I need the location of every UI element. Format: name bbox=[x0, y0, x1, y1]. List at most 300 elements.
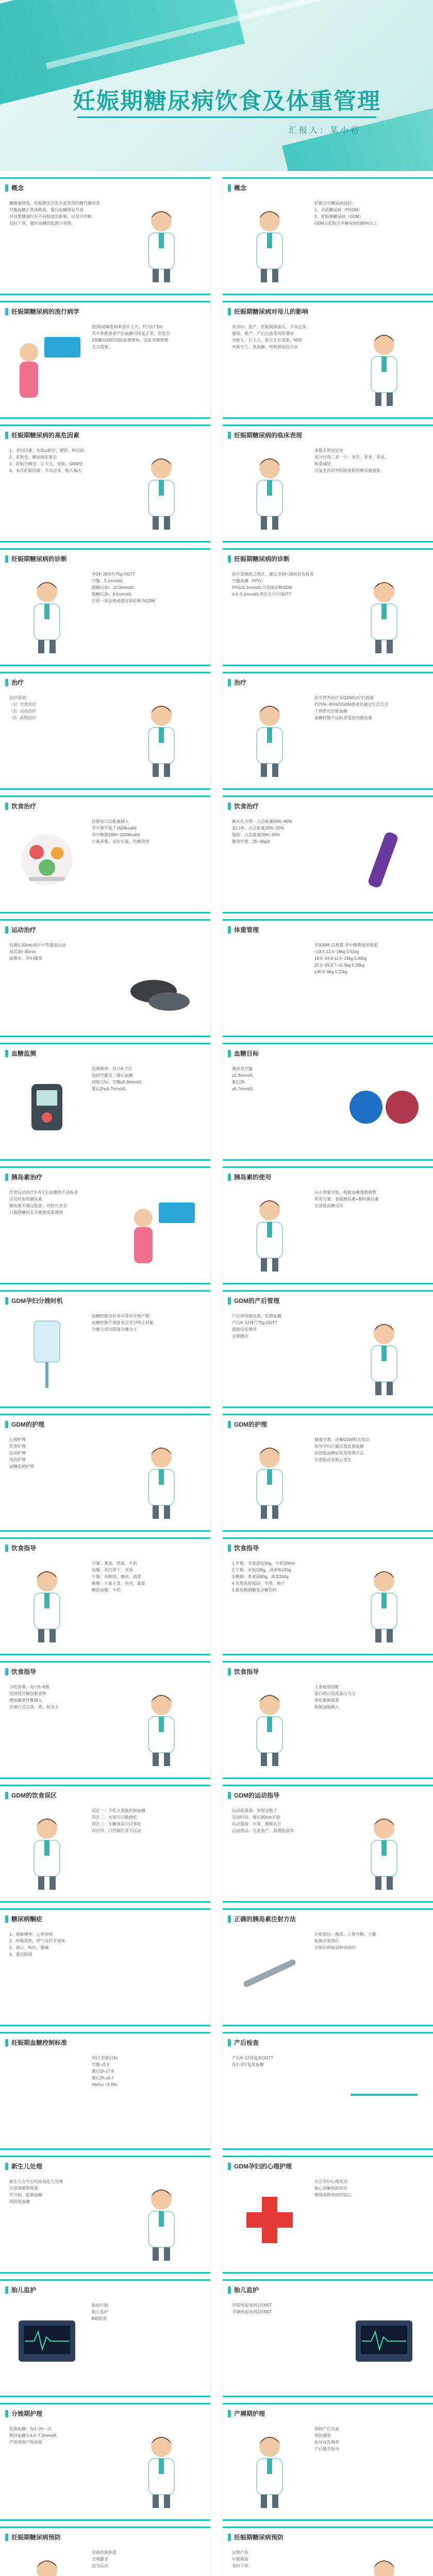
fetal-monitor-icon bbox=[8, 2300, 86, 2387]
slide-text-line: 早开奶，监测血糖 bbox=[9, 2193, 42, 2197]
slide-text-line: 餐后1h ≤7.8 bbox=[92, 2069, 114, 2074]
slide-text-line: 误区三：无糖食品可以多吃 bbox=[92, 1822, 141, 1826]
slide-top-rule bbox=[223, 1290, 433, 1292]
slide-text-line: 部分出现三多一少：多饮、多食、多尿、 bbox=[314, 455, 389, 460]
slide-title: 血糖目标 bbox=[234, 1050, 259, 1057]
slide-top-rule bbox=[0, 1908, 210, 1910]
slide-header bbox=[228, 1544, 428, 1554]
slide-card bbox=[0, 1661, 210, 1779]
slide-text-line: 早期筛查 bbox=[232, 2557, 248, 2562]
slide-top-rule bbox=[223, 177, 433, 179]
slide-title-marker bbox=[5, 2286, 8, 2294]
slide-title-marker bbox=[5, 1050, 8, 1057]
slide-text-line: 监测血糖：每1~2h一次 bbox=[9, 2427, 52, 2431]
slide-text-line: 监测频率：每日4~7次 bbox=[92, 1066, 132, 1071]
slide-title: 糖尿病酮症 bbox=[11, 1916, 43, 1923]
slide-text-line: 医学营养治疗是GDM治疗的基础 bbox=[314, 696, 374, 700]
slide-card bbox=[223, 2156, 433, 2274]
slide-text-line: 及时干预 bbox=[232, 2564, 248, 2568]
slide-top-rule bbox=[0, 2403, 210, 2404]
slide-title: GDM的护理 bbox=[11, 1421, 44, 1428]
slide-text-line: 预防产后出血 bbox=[314, 2427, 339, 2431]
slide-body-text bbox=[314, 1189, 423, 1209]
slide-text-line: 产后避孕指导 bbox=[314, 2447, 339, 2451]
medical-staff-illustration-icon bbox=[231, 198, 308, 285]
slide-card bbox=[223, 425, 433, 543]
slide-title: 妊娠期血糖控制标准 bbox=[11, 2039, 68, 2046]
slide-body-text bbox=[314, 200, 423, 227]
slide-body-text bbox=[314, 1436, 423, 1463]
slide-text-line: 从小剂量开始，根据血糖逐渐调整 bbox=[314, 1190, 376, 1195]
slide-text-line: 蛋白质：占总能量15%~20% bbox=[232, 826, 284, 831]
slide-text-line: 脂肪：占总能量25%~30% bbox=[232, 833, 280, 837]
slide-header bbox=[228, 2162, 428, 2172]
slide-title: GDM的运动指导 bbox=[234, 1792, 279, 1799]
slide-top-rule bbox=[223, 1166, 433, 1168]
slide-header bbox=[5, 1914, 205, 1925]
slide-card bbox=[0, 795, 210, 913]
slide-title: 饮食指导 bbox=[11, 1668, 37, 1675]
slide-text-line: 1、孕妇因素：年龄≥35岁、肥胖、PCOS bbox=[9, 448, 84, 453]
slide-text-line: GDM占妊娠合并糖尿病的80%以上 bbox=[314, 221, 378, 226]
slide-text-line: 4.4~5.1mmol/L者应尽早行OGTT bbox=[232, 592, 292, 597]
slide-title: 运动治疗 bbox=[11, 926, 37, 934]
slide-text-line: ≤6.7mmol/L bbox=[232, 1087, 254, 1091]
slide-card bbox=[0, 2156, 210, 2274]
medical-staff-illustration-icon bbox=[123, 1682, 200, 1769]
slide-top-rule bbox=[0, 1414, 210, 1415]
slide-bottom-rule bbox=[223, 1036, 433, 1037]
slide-text-line: 餐前及空腹 bbox=[232, 1066, 253, 1071]
slide-top-rule bbox=[0, 1290, 210, 1292]
medical-staff-illustration-icon bbox=[345, 1805, 423, 1893]
slide-bottom-rule bbox=[223, 417, 433, 419]
slide-title-marker bbox=[5, 1421, 8, 1428]
slide-title-marker bbox=[5, 2410, 8, 2417]
slide-top-rule bbox=[223, 1785, 433, 1786]
slide-header bbox=[228, 678, 428, 688]
slide-header bbox=[228, 925, 428, 936]
slide-title: 妊娠期糖尿病预防 bbox=[11, 2534, 61, 2541]
slide-text-line: 服糖后2h：8.5mmol/L bbox=[92, 592, 132, 597]
slide-body-text bbox=[232, 818, 340, 845]
slide-header bbox=[5, 307, 205, 317]
slide-text-line: 主食粗细搭配 bbox=[314, 1685, 339, 1689]
slide-header bbox=[228, 307, 428, 317]
slide-text-line: 孕早期不低于1600kcal/d bbox=[92, 826, 137, 831]
slide-text-line: B超检查 bbox=[92, 2316, 107, 2321]
slide-bottom-rule bbox=[223, 294, 433, 295]
slide-bottom-rule bbox=[223, 2148, 433, 2150]
slide-title: 胎儿监护 bbox=[234, 2286, 259, 2294]
slide-text-line: 误区二：水果可以随便吃 bbox=[92, 1815, 137, 1820]
medical-staff-illustration-icon bbox=[8, 1558, 86, 1646]
slide-title-marker bbox=[228, 1916, 231, 1923]
medical-staff-illustration-icon bbox=[231, 1682, 308, 1769]
slide-title: GDM的产后管理 bbox=[234, 1297, 279, 1304]
slide-text-line: 轮换注射部位 bbox=[314, 1939, 339, 1943]
slide-top-rule bbox=[0, 425, 210, 426]
slide-title: 妊娠期糖尿病对母儿的影响 bbox=[234, 308, 309, 315]
slide-bottom-rule bbox=[223, 665, 433, 666]
medical-staff-illustration-icon bbox=[231, 445, 308, 533]
slide-bottom-rule bbox=[223, 2272, 433, 2274]
slide-illustration-empty bbox=[123, 1929, 200, 2016]
slide-text-line: 运动强度：中等，微微出汗 bbox=[232, 1822, 281, 1826]
slide-text-line: 3、恶心、呕吐、腹痛 bbox=[9, 1945, 49, 1950]
slide-top-rule bbox=[0, 672, 210, 673]
medical-staff-illustration-icon bbox=[8, 1805, 86, 1893]
slide-bottom-rule bbox=[223, 1406, 433, 1408]
slide-title-marker bbox=[5, 2534, 8, 2541]
slide-text-line: 我国GDM发病率逐年上升，约为17.5% bbox=[92, 325, 163, 329]
slide-header bbox=[5, 1049, 205, 1059]
slide-top-rule bbox=[0, 1166, 210, 1168]
slide-illustration-empty bbox=[231, 940, 308, 1027]
slide-body-text bbox=[9, 1189, 118, 1216]
slide-card bbox=[223, 1166, 433, 1284]
slide-bottom-rule bbox=[0, 1283, 210, 1284]
slide-title-marker bbox=[228, 184, 231, 192]
slide-card bbox=[223, 1043, 433, 1161]
slide-text-line: 每次30~40min bbox=[9, 950, 36, 954]
slide-text-line: 孕前控制体重 bbox=[92, 2550, 116, 2555]
slide-header bbox=[228, 1667, 428, 1677]
cover-title-rule bbox=[77, 116, 376, 118]
slide-text-line: 18.5~24.9 11.5~16kg 0.42kg bbox=[314, 956, 367, 961]
slide-text-line: 尤为重要。 bbox=[92, 345, 112, 349]
slide-text-line: 25.0~29.9 7~11.5kg 0.28kg bbox=[314, 963, 364, 968]
slide-title: 产褥期护理 bbox=[234, 2410, 265, 2417]
slide-bottom-rule bbox=[0, 2396, 210, 2397]
slide-title: 胰岛素的使用 bbox=[234, 1174, 272, 1181]
slide-header bbox=[228, 554, 428, 565]
slide-text-line: 孕前BMI 总增重 孕中晚期每周增重 bbox=[314, 943, 378, 947]
slide-title-marker bbox=[5, 1545, 8, 1552]
slide-text-line: 指导孕妇正确自我监测血糖 bbox=[314, 1444, 364, 1449]
slide-title-marker bbox=[5, 1174, 8, 1181]
slide-bottom-rule bbox=[0, 2519, 210, 2521]
slide-top-rule bbox=[223, 919, 433, 921]
slide-body-text bbox=[314, 2178, 423, 2198]
slide-title-marker bbox=[228, 2410, 231, 2417]
slide-text-line: 运动时间：餐后30min开始 bbox=[232, 1815, 280, 1820]
slide-text-line: 注射后停留10秒再拔针 bbox=[314, 1945, 356, 1950]
slide-text-line: 增加膳食纤维摄入 bbox=[9, 1698, 42, 1703]
slide-top-rule bbox=[0, 548, 210, 550]
slide-body-text bbox=[9, 942, 118, 962]
slide-body-text bbox=[92, 1807, 200, 1834]
slide-top-rule bbox=[223, 425, 433, 426]
slide-header bbox=[5, 1173, 205, 1183]
slide-body-text bbox=[9, 694, 118, 721]
slide-body-text bbox=[232, 324, 340, 350]
slide-text-line: 膳食纤维：25~30g/d bbox=[232, 839, 270, 844]
slide-bottom-rule bbox=[223, 2396, 433, 2397]
slide-title-marker bbox=[5, 1668, 8, 1675]
slide-text-line: 孕中晚期1800~2200kcal/d bbox=[92, 833, 140, 837]
slide-title: 妊娠期糖尿病的诊断 bbox=[11, 555, 68, 563]
slide-top-rule bbox=[223, 301, 433, 302]
slide-text-line: 新生儿出生后均按高危儿处理 bbox=[9, 2179, 63, 2184]
slide-text-line: ≤5.3mmol/L bbox=[232, 1073, 254, 1078]
slide-text-line: 控制目标：空腹≤5.3mmol/L bbox=[92, 1080, 142, 1084]
glucose-meter-icon bbox=[8, 1063, 86, 1151]
slide-title-marker bbox=[228, 1174, 231, 1181]
slide-body-text bbox=[232, 2302, 340, 2315]
slide-card bbox=[223, 2527, 433, 2576]
slide-card bbox=[223, 795, 433, 913]
slide-bottom-rule bbox=[0, 1777, 210, 1779]
slide-text-line: 空腹血糖正常或稍高，餐后血糖明显升高 bbox=[9, 208, 84, 212]
slide-header bbox=[5, 431, 205, 441]
slide-header bbox=[5, 678, 205, 688]
slide-text-line: 定期随访 bbox=[232, 1334, 248, 1338]
cover-reporter: 汇报人：某小裕 bbox=[289, 126, 361, 135]
medical-staff-illustration-icon bbox=[345, 569, 423, 656]
slide-bottom-rule bbox=[0, 1159, 210, 1161]
slide-body-text bbox=[314, 2426, 423, 2452]
slide-bottom-rule bbox=[223, 1901, 433, 1903]
slide-text-line: 晚餐：少量主食、鱼肉、蔬菜 bbox=[92, 1581, 145, 1586]
slide-bottom-rule bbox=[223, 1159, 433, 1161]
slide-text-line: 3.晚餐：荞麦面80g，蔬菜200g bbox=[232, 1574, 289, 1579]
slide-top-rule bbox=[0, 2527, 210, 2528]
slide-card bbox=[223, 919, 433, 1037]
slide-title: 治疗 bbox=[234, 679, 247, 686]
slide-text-line: 孕32周起每周1次NST bbox=[232, 2303, 272, 2308]
slide-text-line: 限制油脂摄入 bbox=[314, 1705, 339, 1709]
slide-title-marker bbox=[5, 555, 8, 563]
slide-text-line: 误区四：只控制饮食不运动 bbox=[92, 1828, 141, 1833]
slide-text-line: 孕36周起每周2次NST bbox=[232, 2310, 272, 2314]
slide-title: 妊娠期糖尿病的高危因素 bbox=[11, 432, 80, 439]
fetal-monitor-icon bbox=[345, 2300, 423, 2387]
slide-card bbox=[223, 301, 433, 419]
food-item-icon bbox=[345, 816, 423, 904]
slide-text-line: 感染、难产、产后出血等风险增加 bbox=[232, 331, 294, 336]
slide-text-line: 运动护理 bbox=[9, 1451, 26, 1455]
slide-text-line: 用药护理 bbox=[9, 1458, 26, 1462]
slide-header bbox=[228, 2285, 428, 2296]
slide-top-rule bbox=[0, 301, 210, 302]
slide-text-line: 蛋白质以优质蛋白为主 bbox=[314, 1691, 356, 1696]
slide-top-rule bbox=[0, 795, 210, 797]
slide-header bbox=[228, 1420, 428, 1430]
slide-text-line: 对胎儿：巨大儿、胎儿生长受限、畸形 bbox=[232, 338, 302, 343]
slide-title-marker bbox=[228, 1545, 231, 1552]
slide-body-text bbox=[232, 2549, 340, 2569]
slide-text-line: 碳水化合物：占总能量50%~60% bbox=[232, 819, 292, 824]
slide-text-line: 少吃多餐：每日5~6餐 bbox=[9, 1685, 49, 1689]
slide-body-text bbox=[314, 942, 423, 975]
slide-bottom-rule bbox=[223, 2025, 433, 2026]
slide-text-line: 维持血糖在4.0~7.0mmol/L bbox=[9, 2433, 58, 2438]
slide-title: 概念 bbox=[234, 184, 247, 192]
slide-title: 分娩期护理 bbox=[11, 2410, 43, 2417]
slide-text-line: 及时干预，做好血糖的监测与管理。 bbox=[9, 221, 75, 226]
slide-body-text bbox=[9, 2178, 118, 2205]
slide-title: 妊娠期糖尿病的流行病学 bbox=[11, 308, 80, 315]
slide-title-marker bbox=[5, 679, 8, 686]
slide-text-line: 每餐后30min进行中等强度运动 bbox=[9, 943, 66, 947]
slide-title-marker bbox=[5, 1792, 8, 1799]
slide-title-marker bbox=[5, 803, 8, 810]
slide-title: 饮食指导 bbox=[11, 1545, 37, 1552]
slide-title-marker bbox=[228, 2286, 231, 2294]
slide-text-line: 其中多数患者产后血糖可恢复正常，但发生 bbox=[92, 331, 170, 336]
slide-card bbox=[0, 672, 210, 790]
slide-text-line: 多吃新鲜蔬菜 bbox=[314, 1698, 339, 1703]
slide-bottom-rule bbox=[223, 1654, 433, 1655]
slide-card bbox=[0, 2527, 210, 2576]
slide-body-text bbox=[9, 447, 118, 474]
slide-bottom-rule bbox=[0, 1406, 210, 1408]
slide-title: 体重管理 bbox=[234, 926, 259, 934]
slide-text-line: 餐后2h bbox=[232, 1080, 245, 1084]
slide-text-line: 加餐：苏打饼干、坚果 bbox=[92, 1568, 133, 1572]
slide-text-line: 服糖后1h：10.0mmol/L bbox=[92, 585, 135, 590]
slide-text-line: 分娩方式以阴道分娩为主 bbox=[92, 1327, 137, 1332]
slide-body-text bbox=[92, 571, 200, 604]
slide-text-line: 预防感染 bbox=[314, 2433, 331, 2438]
slide-text-line: 空腹血糖（FPG） bbox=[232, 579, 265, 583]
cover-slide bbox=[0, 0, 433, 171]
slide-text-line: 常用方案：基础胰岛素+餐时胰岛素 bbox=[314, 1197, 379, 1201]
slide-header bbox=[228, 2038, 428, 2048]
slide-bottom-rule bbox=[0, 2148, 210, 2150]
slide-bottom-rule bbox=[0, 1901, 210, 1903]
slide-title-marker bbox=[5, 184, 8, 192]
slide-header bbox=[5, 1420, 205, 1430]
slide-text-line: 误区一：不吃主食能控制血糖 bbox=[92, 1808, 145, 1813]
medical-staff-illustration-icon bbox=[345, 1558, 423, 1646]
slide-header bbox=[5, 802, 205, 812]
slide-top-rule bbox=[223, 2156, 433, 2157]
slide-bottom-rule bbox=[0, 541, 210, 543]
slide-text-line: 2、家族史：糖尿病家族史 bbox=[9, 455, 57, 460]
slide-bottom-rule bbox=[223, 2519, 433, 2521]
slide-text-line: 对新生儿：低血糖、呼吸窘迫综合征 bbox=[232, 345, 298, 349]
slide-text-line: 应及时加用胰岛素 bbox=[9, 1197, 42, 1201]
slide-bottom-rule bbox=[0, 294, 210, 295]
slide-card bbox=[223, 2279, 433, 2397]
medical-staff-illustration-icon bbox=[231, 692, 308, 780]
slide-text-line: 产后6~12周行75g OGTT bbox=[232, 1320, 277, 1325]
slide-text-line: 空腹 ≤5.3 bbox=[92, 2062, 109, 2067]
slide-title-marker bbox=[228, 555, 231, 563]
slide-title: 正确的胰岛素注射方法 bbox=[234, 1916, 296, 1923]
slide-header bbox=[5, 1667, 205, 1677]
slide-text-line: 多数无明显症状 bbox=[314, 448, 343, 453]
slide-top-rule bbox=[0, 177, 210, 179]
slide-title: 产后检查 bbox=[234, 2039, 259, 2046]
slide-header bbox=[5, 1296, 205, 1307]
slide-body-text bbox=[92, 324, 200, 350]
slide-header bbox=[5, 554, 205, 565]
slide-top-rule bbox=[0, 919, 210, 921]
slide-header bbox=[5, 2162, 205, 2172]
medical-staff-illustration-icon bbox=[8, 569, 86, 656]
slide-body-text bbox=[92, 2549, 200, 2569]
slide-text-line: （3）药物治疗 bbox=[9, 716, 37, 720]
slide-card bbox=[0, 919, 210, 1037]
slide-card bbox=[0, 1290, 210, 1408]
slide-text-line: 严密观察产程进展 bbox=[9, 2440, 42, 2445]
slide-text-line: 治疗原则： bbox=[9, 696, 30, 700]
slide-title-marker bbox=[228, 679, 231, 686]
slide-text-line: 孕24~28周行75g OGTT bbox=[92, 572, 136, 577]
slide-title-marker bbox=[5, 926, 8, 934]
slide-title-marker bbox=[5, 1916, 8, 1923]
slide-header bbox=[5, 2038, 205, 2048]
slide-text-line: 包括空腹及三餐后血糖 bbox=[92, 1073, 133, 1078]
slide-body-text bbox=[92, 818, 200, 845]
slide-title: 概念 bbox=[11, 184, 24, 192]
slide-top-rule bbox=[223, 548, 433, 550]
slide-header bbox=[228, 1049, 428, 1059]
slide-body-text bbox=[314, 1684, 423, 1710]
slide-text-line: 反复发作的外阴阴道假丝酵母菌感染 bbox=[314, 468, 380, 473]
slide-header bbox=[5, 1544, 205, 1554]
slide-header bbox=[228, 2409, 428, 2419]
slide-body-text bbox=[232, 1560, 340, 1594]
slide-text-line: 1.早餐：全麦面包50g，牛奶250ml bbox=[232, 1561, 295, 1566]
slide-text-line: 对母婴健康均有不同程度的影响，应及早诊断、 bbox=[9, 214, 96, 219]
slide-title-marker bbox=[228, 432, 231, 439]
slide-card bbox=[223, 1908, 433, 2026]
slide-body-text bbox=[92, 1313, 200, 1333]
slide-card bbox=[223, 672, 433, 790]
slide-card bbox=[223, 1661, 433, 1779]
slide-header bbox=[5, 2285, 205, 2296]
slide-text-line: 关注孕妇心理状况 bbox=[314, 2179, 347, 2184]
slide-body-text bbox=[232, 2055, 340, 2068]
medical-staff-illustration-icon bbox=[123, 198, 200, 285]
slide-title-marker bbox=[228, 926, 231, 934]
slide-text-line: 产后6~12周复查OGTT bbox=[232, 2056, 274, 2060]
slide-top-rule bbox=[223, 2279, 433, 2281]
slide-body-text bbox=[92, 1065, 200, 1092]
slide-body-text bbox=[9, 1684, 118, 1710]
slide-header bbox=[228, 1173, 428, 1183]
slide-top-rule bbox=[223, 2527, 433, 2528]
slide-title: 妊娠期糖尿病预防 bbox=[234, 2534, 284, 2541]
slide-text-line: 饮食运动治疗3~5天后血糖仍不达标者 bbox=[9, 1190, 78, 1195]
medical-staff-illustration-icon bbox=[123, 2424, 200, 2511]
slide-title-marker bbox=[228, 1792, 231, 1799]
medical-staff-illustration-icon bbox=[345, 321, 423, 409]
slide-top-rule bbox=[223, 2403, 433, 2404]
medical-staff-illustration-icon bbox=[123, 1434, 200, 1522]
slide-body-text bbox=[92, 2302, 200, 2322]
slide-title-marker bbox=[228, 1050, 231, 1057]
slide-title: 饮食指导 bbox=[234, 1545, 259, 1552]
slide-card bbox=[223, 1537, 433, 1655]
slide-text-line: 2.午餐：米饭100g，清蒸鱼100g bbox=[232, 1568, 291, 1572]
medical-staff-illustration-icon bbox=[123, 692, 200, 780]
slide-top-rule bbox=[0, 2032, 210, 2033]
slide-title-marker bbox=[5, 2163, 8, 2170]
slide-bottom-rule bbox=[0, 1036, 210, 1037]
slide-header bbox=[5, 1791, 205, 1801]
slide-card bbox=[0, 2032, 210, 2150]
slide-header bbox=[5, 925, 205, 936]
medical-staff-illustration-icon bbox=[123, 2176, 200, 2264]
slide-bottom-rule bbox=[0, 1530, 210, 1532]
slide-text-line: 血糖控制不满意者应及早终止妊娠 bbox=[92, 1320, 154, 1325]
slide-bottom-rule bbox=[0, 912, 210, 913]
